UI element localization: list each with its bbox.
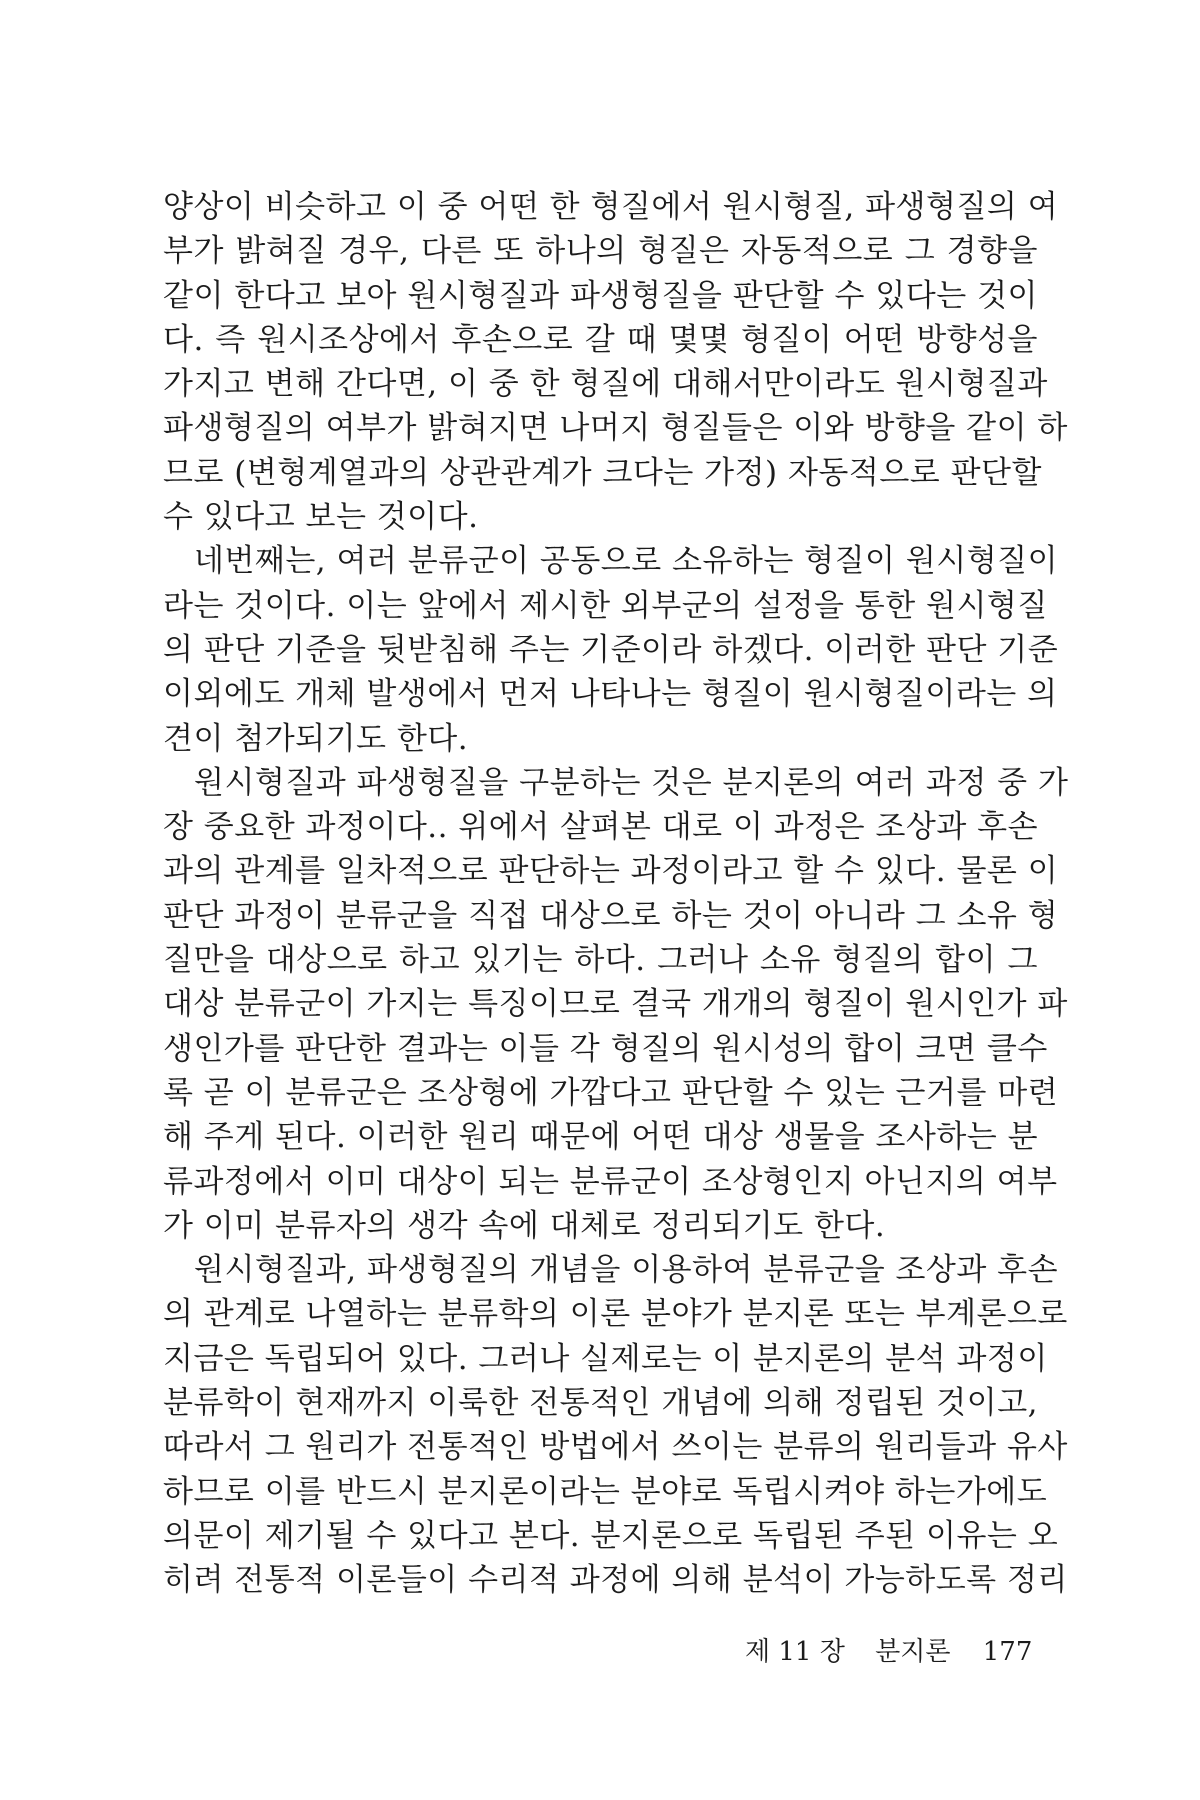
text-line: 따라서 그 원리가 전통적인 방법에서 쓰이는 분류의 원리들과 유사 — [163, 1429, 1068, 1466]
text-line: 견이 첨가되기도 한다. — [163, 720, 469, 757]
text-line: 다. 즉 원시조상에서 후손으로 갈 때 몇몇 형질이 어떤 방향성을 — [163, 321, 1038, 358]
text-line: 생인가를 판단한 결과는 이들 각 형질의 원시성의 합이 크면 클수 — [163, 1030, 1048, 1067]
text-line: 과의 관계를 일차적으로 판단하는 과정이라고 할 수 있다. 물론 이 — [163, 853, 1059, 890]
text-line: 원시형질과, 파생형질의 개념을 이용하여 분류군을 조상과 후손 — [194, 1252, 1059, 1289]
text-line: 대상 분류군이 가지는 특징이므로 결국 개개의 형질이 원시인가 파 — [163, 986, 1068, 1023]
footer-title: 분지론 — [875, 1637, 951, 1667]
text-line: 네번째는, 여러 분류군이 공동으로 소유하는 형질이 원시형질이 — [194, 543, 1059, 580]
text-line: 라는 것이다. 이는 앞에서 제시한 외부군의 설정을 통한 원시형질 — [163, 587, 1048, 624]
text-line: 수 있다고 보는 것이다. — [163, 499, 479, 536]
text-line: 파생형질의 여부가 밝혀지면 나머지 형질들은 이와 방향을 같이 하 — [163, 410, 1068, 447]
text-line: 류과정에서 이미 대상이 되는 분류군이 조상형인지 아닌지의 여부 — [163, 1163, 1058, 1200]
text-line: 부가 밝혀질 경우, 다른 또 하나의 형질은 자동적으로 그 경향을 — [163, 233, 1038, 270]
text-line: 록 곧 이 분류군은 조상형에 가깝다고 판단할 수 있는 근거를 마련 — [163, 1074, 1059, 1111]
text-line: 분류학이 현재까지 이룩한 전통적인 개념에 의해 정립된 것이고, — [163, 1385, 1038, 1422]
page-body — [163, 185, 1069, 1603]
text-line: 히려 전통적 이론들이 수리적 과정에 의해 분석이 가능하도록 정리 — [163, 1562, 1068, 1599]
paragraph — [163, 761, 1069, 1248]
text-line: 판단 과정이 분류군을 직접 대상으로 하는 것이 아니라 그 소유 형 — [163, 897, 1059, 934]
text-line: 질만을 대상으로 하고 있기는 하다. 그러나 소유 형질의 합이 그 — [163, 942, 1038, 979]
paragraph — [163, 1248, 1068, 1602]
text-line: 의 관계로 나열하는 분류학의 이론 분야가 분지론 또는 부계론으로 — [163, 1296, 1068, 1333]
footer-chapter: 제 11 장 — [745, 1637, 845, 1667]
text-line: 의 판단 기준을 뒷받침해 주는 기준이라 하겠다. 이러한 판단 기준 — [163, 631, 1059, 668]
text-line: 의문이 제기될 수 있다고 본다. 분지론으로 독립된 주된 이유는 오 — [163, 1517, 1059, 1554]
text-line: 원시형질과 파생형질을 구분하는 것은 분지론의 여러 과정 중 가 — [194, 764, 1069, 801]
text-line: 므로 (변형계열과의 상관관계가 크다는 가정) 자동적으로 판단할 — [163, 454, 1042, 491]
text-line: 가 이미 분류자의 생각 속에 대체로 정리되기도 한다. — [163, 1207, 886, 1244]
paragraph — [163, 185, 1068, 539]
text-line: 장 중요한 과정이다.. 위에서 살펴본 대로 이 과정은 조상과 후손 — [163, 809, 1039, 846]
text-line: 가지고 변해 간다면, 이 중 한 형질에 대해서만이라도 원시형질과 — [163, 366, 1048, 403]
text-line: 해 주게 된다. 이러한 원리 때문에 어떤 대상 생물을 조사하는 분 — [163, 1119, 1039, 1156]
text-line: 같이 한다고 보아 원시형질과 파생형질을 판단할 수 있다는 것이 — [163, 277, 1038, 314]
text-line: 이외에도 개체 발생에서 먼저 나타나는 형질이 원시형질이라는 의 — [163, 676, 1058, 713]
text-line: 지금은 독립되어 있다. 그러나 실제로는 이 분지론의 분석 과정이 — [163, 1340, 1048, 1377]
page-footer — [745, 1635, 1032, 1669]
page-number: 177 — [982, 1637, 1033, 1667]
text-line: 양상이 비슷하고 이 중 어떤 한 형질에서 원시형질, 파생형질의 여 — [163, 189, 1059, 225]
paragraph — [163, 539, 1059, 760]
text-line: 하므로 이를 반드시 분지론이라는 분야로 독립시켜야 하는가에도 — [163, 1473, 1048, 1510]
